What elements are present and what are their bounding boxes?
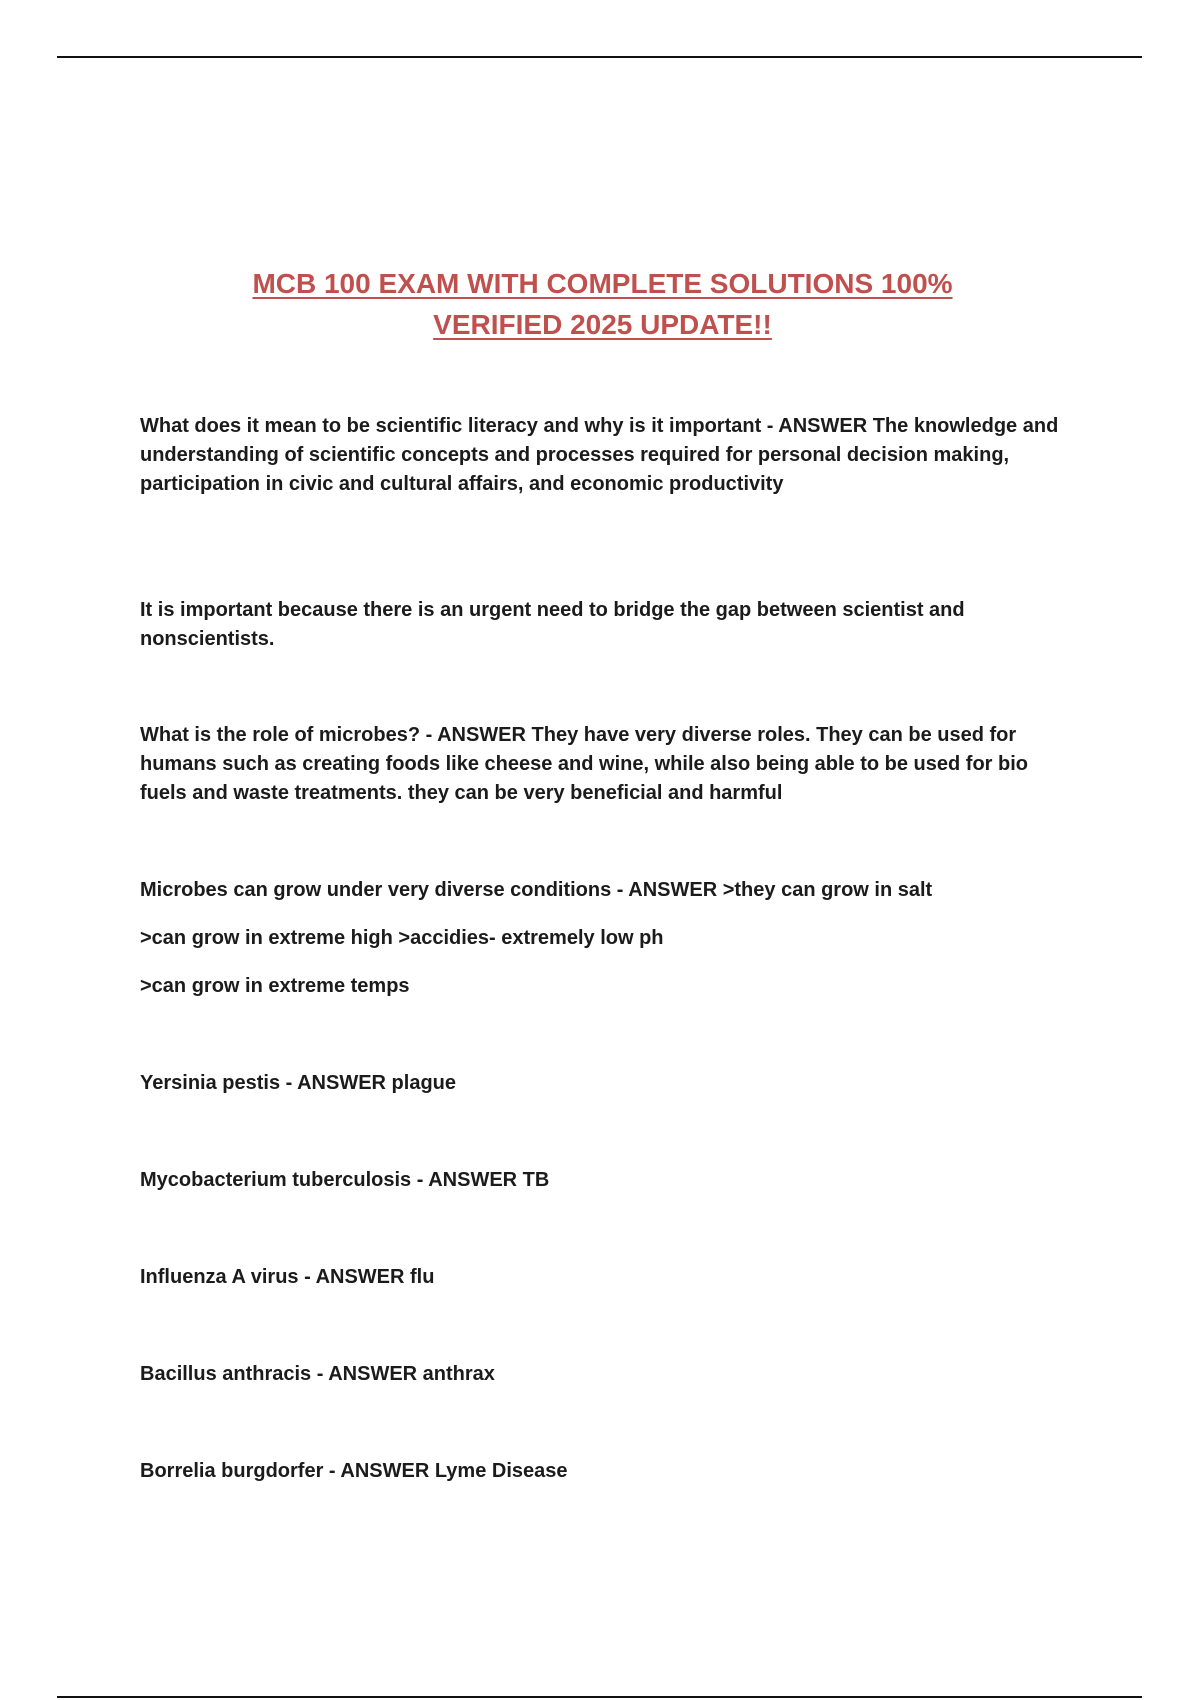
qa-diverse-conditions: Microbes can grow under very diverse conditions - ANSWER >they can grow in salt <box>140 879 933 901</box>
qa-role-of-microbes: What is the role of microbes? - ANSWER They have very diverse roles. They can be used for humans such as creating foods like cheese and wine, while also being able to be used for bio fuels and waste treatments. they can be very beneficial and harmful <box>140 724 1028 804</box>
qa-mycobacterium-tuberculosis: Mycobacterium tuberculosis - ANSWER TB <box>140 1169 550 1191</box>
qa-diverse-conditions-temps: >can grow in extreme temps <box>140 975 410 997</box>
qa-borrelia-burgdorfer: Borrelia burgdorfer - ANSWER Lyme Disease <box>140 1460 568 1482</box>
title-line-1: MCB 100 EXAM WITH COMPLETE SOLUTIONS 100% <box>252 268 953 299</box>
qa-yersinia-pestis: Yersinia pestis - ANSWER plague <box>140 1072 457 1094</box>
qa-scientific-literacy: What does it mean to be scientific literacy and why is it important - ANSWER The knowledge and understanding of scientific concepts and processes required for personal decision making, participation in civic and cultural affairs, and economic productivity <box>140 415 1059 495</box>
title-line-2: VERIFIED 2025 UPDATE!! <box>433 309 772 340</box>
qa-influenza-a: Influenza A virus - ANSWER flu <box>140 1266 435 1288</box>
document-title <box>150 263 1055 345</box>
bottom-rule <box>57 1696 1142 1698</box>
qa-literacy-importance: It is important because there is an urgent need to bridge the gap between scientist and nonscientists. <box>140 599 965 650</box>
qa-bacillus-anthracis: Bacillus anthracis - ANSWER anthrax <box>140 1363 495 1385</box>
top-rule <box>57 56 1142 58</box>
qa-diverse-conditions-ph: >can grow in extreme high >accidies- extremely low ph <box>140 927 664 949</box>
